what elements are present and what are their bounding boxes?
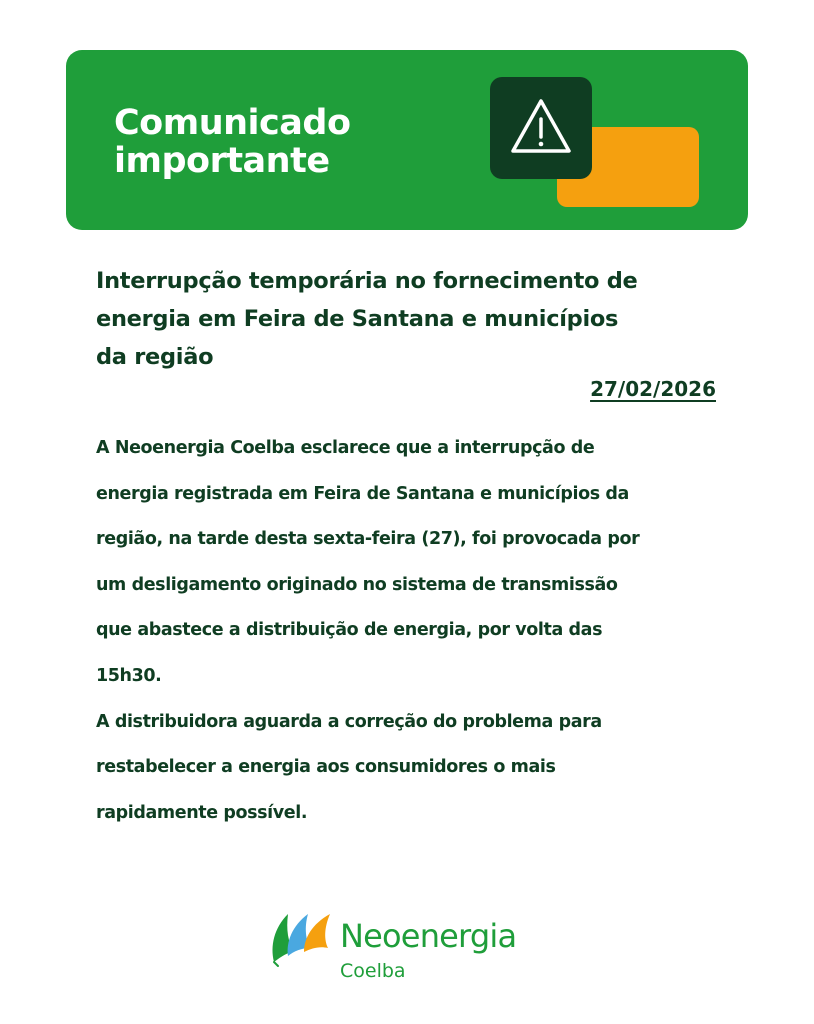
- logo-subtitle: Coelba: [340, 960, 406, 982]
- banner-title-line-1: Comunicado: [114, 103, 351, 143]
- body-line: restabelecer a energia aos consumidores o mais: [96, 757, 556, 778]
- headline-line-2: energia em Feira de Santana e municípios: [96, 306, 619, 332]
- body-line: A Neoenergia Coelba esclarece que a interrupção de: [96, 438, 595, 458]
- body-line: rapidamente possível.: [96, 802, 308, 823]
- neoenergia-leaves-icon: [268, 906, 334, 968]
- body-text: [96, 426, 796, 836]
- banner-title: [114, 104, 351, 180]
- headline-line-1: Interrupção temporária no fornecimento de: [96, 268, 638, 294]
- body-line: um desligamento originado no sistema de transmissão: [96, 574, 618, 595]
- body-line: 15h30.: [96, 665, 162, 686]
- body-line: que abastece a distribuição de energia, por volta das: [96, 620, 603, 641]
- logo-wordmark: Neoenergia: [340, 917, 517, 955]
- banner-title-line-2: importante: [114, 141, 330, 181]
- warning-triangle-icon: [509, 95, 573, 159]
- neoenergia-logo: [268, 906, 558, 986]
- headline-line-3: da região: [96, 344, 214, 370]
- headline: [96, 262, 736, 376]
- publication-date: 27/02/2026: [590, 377, 716, 401]
- body-line: A distribuidora aguarda a correção do problema para: [96, 711, 602, 732]
- body-line: região, na tarde desta sexta-feira (27), foi provocada por: [96, 529, 640, 550]
- announcement-banner: [66, 50, 748, 230]
- body-line: energia registrada em Feira de Santana e municípios da: [96, 483, 629, 504]
- alert-badge: [490, 77, 592, 179]
